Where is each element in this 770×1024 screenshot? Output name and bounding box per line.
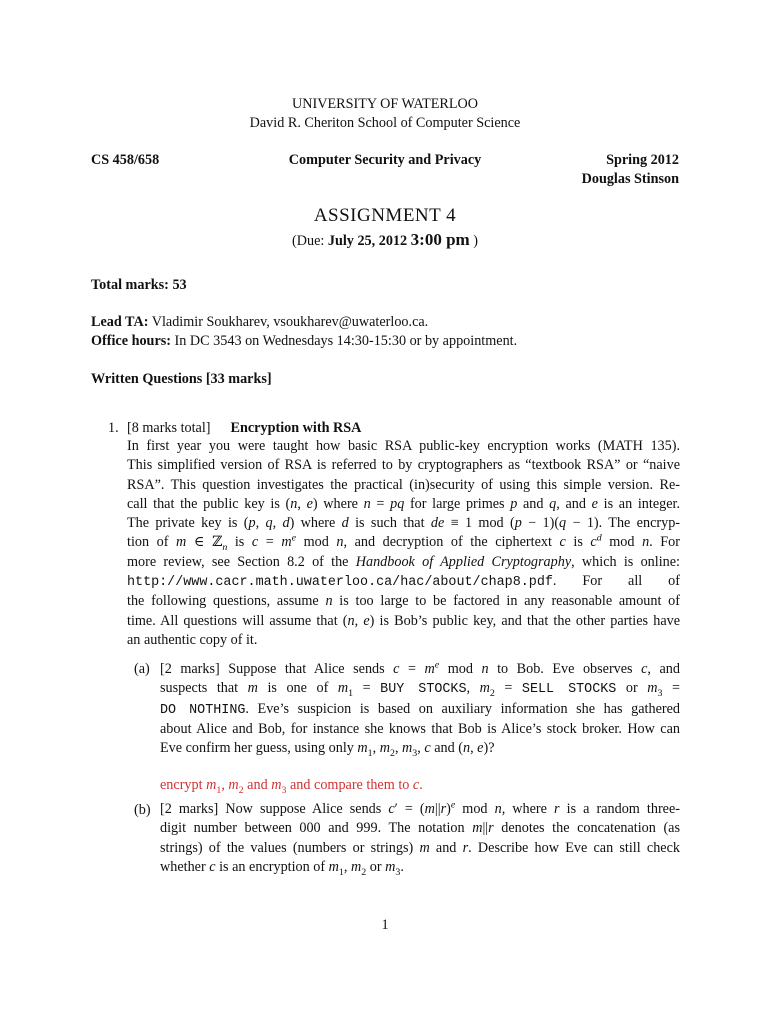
due-prefix: (Due: [292, 233, 328, 249]
course-title: Computer Security and Privacy [288, 152, 482, 168]
page-number: 1 [381, 917, 389, 933]
lead-ta [91, 314, 428, 331]
question-marks: [8 marks total] [127, 420, 211, 436]
part-a-label: (a) [134, 661, 150, 677]
handbook-link[interactable]: http://www.cacr.math.uwaterloo.ca/hac/about/chap8.pdf [127, 575, 553, 591]
part-b-body: [2 marks] Now suppose Alice sends $c' = (m||r)^e$ mod n, where r is a random three- digit number between 000 and 999. The notation m||r denotes the concatenation (as strings) of the values (numbers or strings) m and r. Describe how Eve can still check whether c is an encryption of $m_1$, $m_2$ or $m_3$. [160, 799, 680, 878]
office-hours [91, 333, 517, 350]
section-heading: Written Questions [33 marks] [91, 371, 272, 387]
due-date: July 25, 2012 [327, 233, 411, 249]
term: Spring 2012 [606, 152, 679, 168]
total-marks: Total marks: 53 [91, 277, 187, 293]
part-b-label: (b) [134, 802, 151, 818]
due-suffix: ) [469, 233, 478, 249]
instructor: Douglas Stinson [581, 171, 679, 187]
office-hours-label: Office hours: [91, 333, 171, 349]
part-a-body: [2 marks] Suppose that Alice sends $c = m^e$ mod n to Bob. Eve observes c, and suspects that m is one of $m_1$ = BUY STOCKS, $m_2$ = SELL STOCKS or $m_3$ = DO NOTHING. Eve’s suspicion is based on auxiliary information she has gathered about Alice and Bob, for instance she knows that Bob is Alice’s stock broker. How can Eve confirm her guess, using only $m_1$, $m_2$, $m_3$, c and (n, e)? [160, 659, 680, 760]
office-hours-value: In DC 3543 on Wednesdays 14:30-15:30 or by appointment. [171, 333, 518, 349]
question-heading [127, 420, 361, 437]
question-number: 1. [108, 420, 119, 436]
course-code: CS 458/658 [91, 152, 160, 168]
school-name: David R. Cheriton School of Computer Science [249, 115, 521, 131]
due-time: 3:00 pm [410, 230, 470, 249]
question-body: In first year you were taught how basic RSA public-key encryption works (MATH 135). This simplified version of RSA is referred to by cryptographers as “textbook RSA” or “naive RSA”. This question investigates the practical (in)security of using this simple version. Re- call that the public key is (n, e) where n = pq for large primes p and q, and e is an integer. The private key is (p, q, d) where d is such that de ≡ 1 mod (p − 1)(q − 1). The encryp- tion of m ∈ ℤ$_n$ is $c = m^e$ mod n, and decryption of the ciphertext c is $c^d$ mod n. For more review, see Section 8.2 of the Handbook of Applied Cryptography, which is online: http://www.cacr.math.uwaterloo.ca/hac/about/chap8.pdf. For all of the following questions, assume n is too large to be factored in any reasonable amount of time. All questions will assume that (n, e) is Bob’s public key, and that the other parties have an authentic copy of it. [127, 438, 681, 648]
lead-ta-value: Vladimir Soukharev, vsoukharev@uwaterloo.ca. [148, 314, 429, 330]
question-title: Encryption with RSA [230, 420, 362, 436]
assignment-title: ASSIGNMENT 4 [313, 205, 457, 226]
due-line [0, 230, 770, 250]
university-name: UNIVERSITY OF WATERLOO [291, 96, 478, 112]
lead-ta-label: Lead TA: [91, 314, 149, 330]
part-a-answer: encrypt $m_1$, $m_2$ and $m_3$ and compare them to c. [160, 777, 423, 796]
